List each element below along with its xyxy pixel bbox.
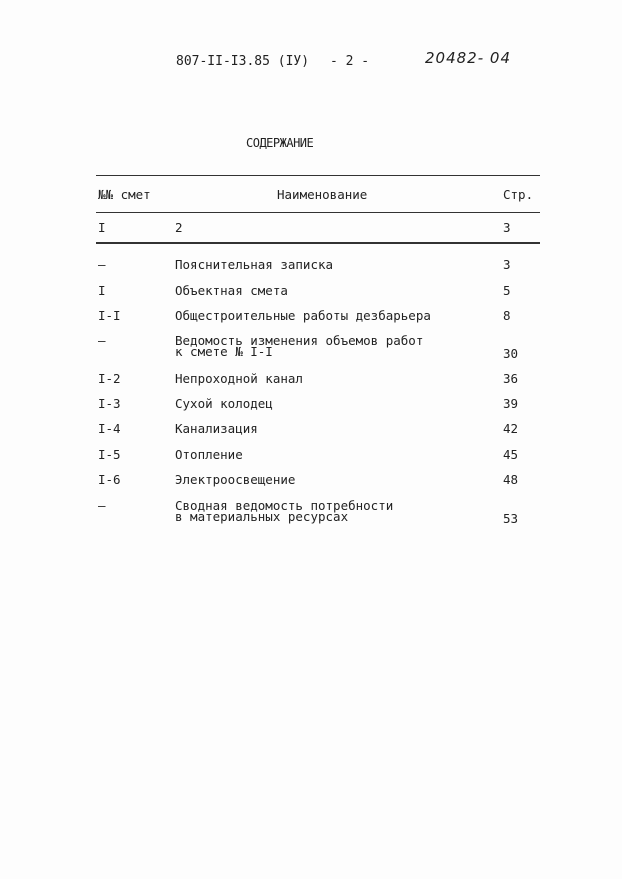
row-page-number: 39 <box>503 396 519 411</box>
page-number: - 2 - <box>330 54 370 69</box>
column-header-number: №№ смет <box>98 187 151 202</box>
row-page-number: 45 <box>503 447 519 462</box>
row-page-number: 8 <box>503 308 511 323</box>
column-number-1: I <box>98 220 106 235</box>
column-number-3: 3 <box>503 220 511 235</box>
row-name-line: в материальных ресурсах <box>175 509 349 524</box>
row-estimate-number: I-6 <box>98 472 121 487</box>
column-numbers-rule <box>96 242 540 244</box>
row-name-line: Объектная смета <box>175 283 288 298</box>
row-name-line: Электроосвещение <box>175 472 296 487</box>
row-page-number: 5 <box>503 283 511 298</box>
row-estimate-number: – <box>98 498 106 513</box>
row-name-line: Отопление <box>175 447 243 462</box>
row-estimate-number: I-5 <box>98 447 121 462</box>
table-top-rule <box>96 175 540 176</box>
row-page-number: 42 <box>503 421 519 436</box>
column-header-name: Наименование <box>277 187 368 202</box>
row-page-number: 3 <box>503 257 511 272</box>
handwritten-number: 20482- 04 <box>425 49 511 67</box>
row-estimate-number: I-4 <box>98 421 121 436</box>
document-code: 807-II-I3.85 (IУ) <box>176 54 310 69</box>
row-name-line: Канализация <box>175 421 258 436</box>
header-rule <box>96 212 540 213</box>
row-estimate-number: I-2 <box>98 371 121 386</box>
page-title: СОДЕРЖАНИЕ <box>246 136 314 150</box>
row-estimate-number: – <box>98 333 106 348</box>
row-name-line: Непроходной канал <box>175 371 303 386</box>
row-name-line: к смете № I-I <box>175 344 273 359</box>
row-estimate-number: I-I <box>98 308 121 323</box>
row-name-line: Пояснительная записка <box>175 257 334 272</box>
row-name-line: Сводная ведомость потребности <box>175 498 394 513</box>
row-estimate-number: – <box>98 257 106 272</box>
column-number-2: 2 <box>175 220 183 235</box>
row-name-line: Общестроительные работы дезбарьера <box>175 308 431 323</box>
column-header-page: Стр. <box>503 187 534 202</box>
row-page-number: 48 <box>503 472 519 487</box>
row-estimate-number: I-3 <box>98 396 121 411</box>
row-name-line: Сухой колодец <box>175 396 273 411</box>
row-name-line: Ведомость изменения объемов работ <box>175 333 424 348</box>
row-estimate-number: I <box>98 283 106 298</box>
row-page-number: 36 <box>503 371 519 386</box>
row-page-number: 53 <box>503 511 519 526</box>
row-page-number: 30 <box>503 346 519 361</box>
